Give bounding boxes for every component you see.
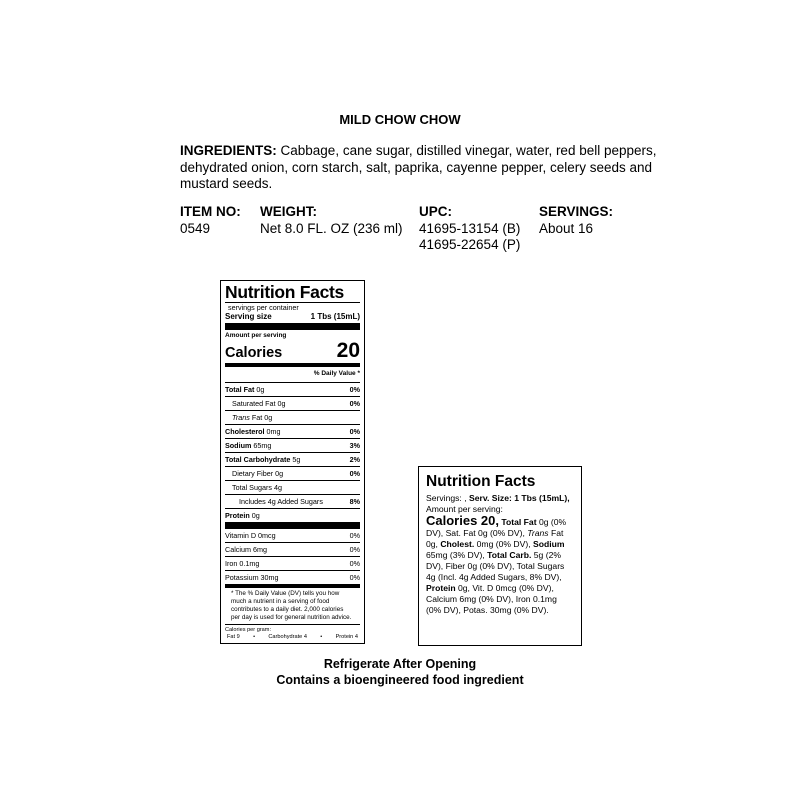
daily-value-header: % Daily Value * — [313, 370, 360, 377]
refrigerate-note: Refrigerate After Opening — [323, 657, 477, 671]
item-no-label: ITEM NO: — [180, 204, 241, 219]
nutrient-row: Trans Fat 0g — [225, 410, 360, 424]
weight-block — [260, 204, 403, 237]
nutrition-facts-title: Nutrition Facts — [225, 282, 344, 302]
servings-per-container: servings per container — [228, 303, 299, 312]
nutrient-row: Includes 4g Added Sugars 8% — [225, 494, 360, 508]
item-no-value: 0549 — [180, 220, 211, 236]
ingredients-text — [180, 143, 660, 193]
weight-value: Net 8.0 FL. OZ (236 ml) — [260, 220, 403, 236]
vitamin-row: Potassium 30mg 0% — [225, 570, 360, 584]
nutrient-row: Total Carbohydrate 5g 2% — [225, 452, 360, 466]
linear-nutrition-text: Servings: , Serv. Size: 1 Tbs (15mL), Amount per serving: Calories 20, Total Fat 0g (0% DV), Sat. Fat 0g (0% DV), Trans Fat 0g, Cholest. 0mg (0% DV), Sodium 65mg (3% DV), Total Carb. 5g (2% DV), Fiber 0g (0% DV), Total Sugars 4g (Incl. 4g Added Sugars, 8% DV), Protein 0g, Vit. D 0mcg (0% DV), Calcium 6mg (0% DV), Iron 0.1mg (0% DV), Potas. 30mg (0% DV). — [426, 493, 570, 615]
upc-label: UPC: — [419, 204, 452, 219]
calories-per-gram-label: Calories per gram: — [225, 627, 272, 633]
nutrient-row: Total Sugars 4g — [225, 480, 360, 494]
vitamin-row: Calcium 6mg 0% — [225, 542, 360, 556]
ingredients-list: Cabbage, cane sugar, distilled vinegar, water, red bell peppers, dehydrated onion, corn starch, salt, paprika, cayenne pepper, celery seeds and mustard seeds. — [180, 143, 657, 191]
calories-per-gram: Fat 9 • Carbohydrate 4 • Protein 4 — [227, 634, 358, 640]
nutrient-row: Sodium 65mg 3% — [225, 438, 360, 452]
footer-notes — [0, 656, 800, 688]
item-no-block — [180, 204, 241, 237]
amount-per-serving: Amount per serving — [225, 332, 287, 339]
product-title: MILD CHOW CHOW — [339, 112, 461, 127]
upc-value-1: 41695-13154 (B) — [419, 220, 521, 236]
servings-block — [539, 204, 613, 237]
nutrient-row: Dietary Fiber 0g 0% — [225, 466, 360, 480]
nutrient-row: Cholesterol 0mg 0% — [225, 424, 360, 438]
bioengineered-note: Contains a bioengineered food ingredient — [276, 673, 524, 687]
calories-label: Calories — [225, 345, 283, 361]
nutrient-row: Protein 0g — [225, 508, 360, 522]
linear-nutrition-label — [418, 466, 582, 646]
nutrition-facts-label — [220, 280, 365, 644]
upc-value-2: 41695-22654 (P) — [419, 237, 521, 252]
weight-label: WEIGHT: — [260, 204, 317, 219]
vitamin-row: Vitamin D 0mcg 0% — [225, 531, 360, 540]
serving-size-label: Serving size — [225, 312, 272, 321]
upc-block — [419, 204, 520, 254]
serving-size-row — [225, 312, 360, 321]
nutrient-row: Saturated Fat 0g 0% — [225, 396, 360, 410]
servings-value: About 16 — [539, 220, 594, 236]
linear-nutrition-title: Nutrition Facts — [426, 473, 536, 490]
servings-label: SERVINGS: — [539, 204, 614, 219]
daily-value-footnote: * The % Daily Value (DV) tells you how much a nutrient in a serving of food contributes to a daily diet. 2,000 calories per day is used for general nutrition advice. — [231, 590, 352, 621]
nutrient-row: Total Fat 0g 0% — [225, 382, 360, 396]
calories-row — [225, 340, 360, 362]
vitamin-row: Iron 0.1mg 0% — [225, 556, 360, 570]
serving-size-value: 1 Tbs (15mL) — [310, 312, 360, 321]
calories-value: 20 — [336, 339, 360, 362]
ingredients-label: INGREDIENTS: — [180, 143, 277, 158]
